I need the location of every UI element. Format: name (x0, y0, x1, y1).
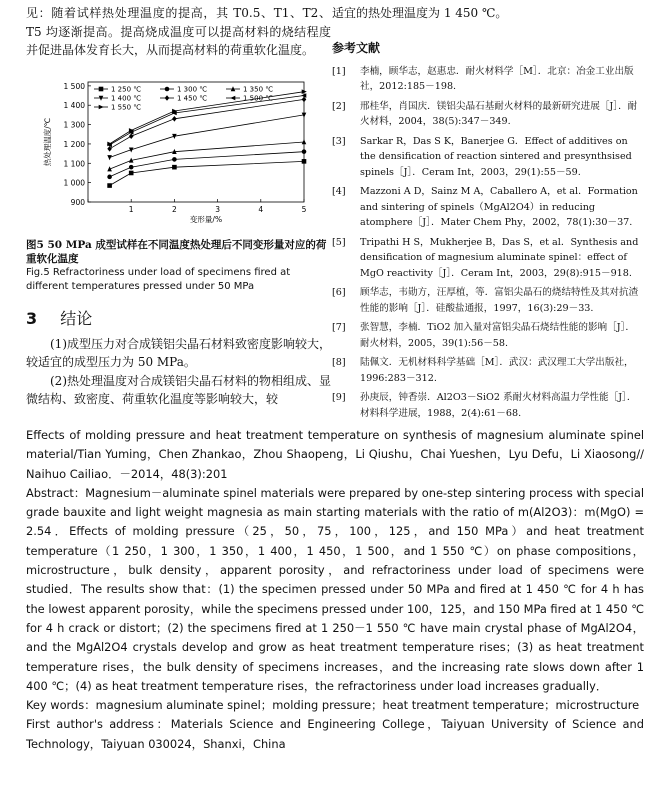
legend-label: 1 250 ℃ (111, 85, 142, 94)
series-line (110, 151, 304, 176)
data-point (302, 159, 307, 164)
reference-item (332, 64, 644, 95)
reference-text: 张智慧，李楠．TiO2 加入量对富铝尖晶石烧结性能的影响［J］．耐火材料，2005，39(1):56－58. (360, 322, 635, 349)
x-axis-label: 变形量/% (189, 214, 223, 224)
reference-text: Tripathi H S，Mukherjee B，Das S，et al．Synthesis and densification of magnesium aluminate spinel：effect of MgO reactivity［J］．Ceram Int，2003，29(8):915－918. (360, 236, 639, 279)
legend-label: 1 450 ℃ (177, 94, 208, 103)
figure-caption-cn: 图5 50 MPa 成型试样在不同温度热处理后不同变形量对应的荷重软化温度 (26, 238, 327, 265)
abstract-body: Abstract：Magnesium－aluminate spinel materials were prepared by one-step sintering process with special grade bauxite and light weight magnesia as main starting materials with the ratio of m(Al2O3)：m(MgO) = 2.54．Effects of molding pressure（25，50，75，100，125，and 150 MPa）and heat treatment temperature（1 250，1 300，1 350，1 400，1 450，1 500，and 1 550 ℃）on phase compositions，microstructure，bulk density，apparent porosity，and refractoriness under load of specimens were studied．The results show that：(1) the specimen pressed under 50 MPa and fired at 1 450 ℃ for 4 h has the lowest apparent porosity，while the specimens pressed under 100，125，and 150 MPa fired at 1 450 ℃ for 4 h crack or distort；(2) the specimens fired at 1 250－1 550 ℃ have main crystal phase of MgAl2O4，and the MgAl2O4 crystals develop and grow as heat treatment temperature rises；(3) as heat treatment temperature rises，the bulk density of specimens increases，and the increasing rate slows down after 1 400 ℃；(4) as heat treatment temperature rises，the refractoriness under load increases gradually． (26, 485, 644, 693)
y-tick-label: 1 500 (63, 81, 85, 91)
data-point (165, 95, 170, 101)
y-tick-label: 1 100 (63, 158, 85, 168)
series-line (110, 114, 304, 157)
reference-item (332, 99, 644, 130)
series-line (110, 142, 304, 169)
x-tick-label: 1 (128, 204, 134, 214)
y-tick-label: 1 200 (63, 139, 85, 149)
reference-item (332, 285, 644, 316)
y-tick-label: 1 000 (63, 178, 85, 188)
section-title: 结论 (60, 308, 93, 328)
reference-index: [7] (332, 322, 346, 333)
legend-label: 1 400 ℃ (111, 94, 142, 103)
data-point (129, 170, 134, 175)
abstract-address: First author's address：Materials Science and Engineering College，Taiyuan University of Science and Technology，Taiyuan 030024，Shanxi，China (26, 717, 644, 751)
reference-item (332, 390, 644, 421)
abstract-keywords: Key words：magnesium aluminate spinel；molding pressure；heat treatment temperature；microstructure (26, 698, 640, 713)
y-tick-label: 900 (70, 197, 85, 207)
figure-caption (26, 238, 331, 294)
legend-label: 1 550 ℃ (111, 103, 142, 112)
data-point (230, 95, 235, 100)
data-point (165, 86, 170, 91)
reference-item (332, 235, 644, 282)
reference-text: 李楠，顾华志，赵惠忠．耐火材料学［M］．北京：冶金工业出版社，2012:185－198. (360, 65, 634, 92)
abstract-citation: Effects of molding pressure and heat treatment temperature on synthesis of magnesium aluminate spinel material/Tian Yuming，Chen Zhankao，Zhou Shaopeng，Li Qiushu，Chai Yueshen，Lyu Defu，Li Xiaosong// Naihuo Cailiao．－2014，48(3):201 (26, 428, 644, 481)
data-point (99, 104, 104, 109)
data-point (302, 149, 307, 154)
reference-text: 孙庚辰，钟香崇．Al2O3－SiO2 系耐火材料高温力学性能［J］．材料科学进展，1988，2(4):61－68. (360, 392, 637, 419)
reference-index: [8] (332, 357, 346, 368)
y-axis-label: 热处理温度/℃ (43, 117, 52, 166)
data-point (107, 155, 112, 160)
right-column (332, 4, 644, 425)
references-list (332, 64, 644, 422)
right-intro-paragraph: 适宜的热处理温度为 1 450 ℃。 (332, 6, 508, 20)
legend-label: 1 300 ℃ (177, 85, 208, 94)
reference-text: 陆佩文．无机材料科学基础［M］．武汉：武汉理工大学出版社，1996:283－312. (360, 357, 634, 384)
data-point (107, 183, 112, 188)
reference-text: 顾华志，韦勋方，汪厚植，等．富铝尖晶石的烧结特性及其对抗渣性能的影响［J］．硅酸盐通报，1997，16(3):29－33. (360, 287, 639, 314)
intro-paragraph: 见：随着试样热处理温度的提高，其 T0.5、T1、T2、T5 均逐渐提高。提高烧成温度可以提高材料的烧结程度并促进晶体发育长大，从而提高材料的荷重软化温度。 (26, 6, 331, 57)
series-line (110, 161, 304, 185)
x-tick-label: 3 (215, 204, 220, 214)
reference-item (332, 184, 644, 231)
line-chart (26, 66, 326, 234)
figure-caption-en: Fig.5 Refractoriness under load of specimens fired at different temperatures pressed under 50 MPa (26, 266, 291, 292)
reference-item (332, 320, 644, 351)
section-number: 3 (26, 308, 38, 328)
x-tick-label: 5 (301, 204, 307, 214)
data-point (99, 86, 104, 91)
reference-item (332, 355, 644, 386)
conclusion-paragraph-1: (1)成型压力对合成镁铝尖晶石材料致密度影响较大，较适宜的成型压力为 50 MPa。 (26, 336, 332, 369)
section-heading (26, 306, 331, 329)
data-point (172, 157, 177, 162)
reference-index: [2] (332, 100, 346, 112)
reference-text: Sarkar R，Das S K，Banerjee G．Effect of additives on the densification of reaction sintered and presynthsised spinels［J］．Ceram Int，2003，29(1):55－59. (360, 135, 632, 178)
reference-text: 邢桂华，肖国庆．镁铝尖晶石基耐火材料的最新研究进展［J］．耐火材料，2004，38(5):347－349. (360, 100, 638, 127)
figure-5 (26, 66, 331, 234)
conclusion-paragraph-2: (2)热处理温度对合成镁铝尖晶石材料的物相组成、显微结构、致密度、荷重软化温度等影响较大，较 (26, 373, 332, 406)
x-tick-label: 2 (172, 204, 177, 214)
legend-label: 1 350 ℃ (243, 85, 274, 94)
data-point (129, 164, 134, 169)
legend-label: 1 500 ℃ (243, 94, 274, 103)
reference-index: [5] (332, 236, 346, 248)
data-point (107, 174, 112, 179)
english-abstract (26, 426, 644, 754)
y-tick-label: 1 300 (63, 120, 85, 130)
reference-index: [1] (332, 65, 346, 77)
reference-index: [3] (332, 135, 346, 147)
reference-index: [9] (332, 392, 346, 403)
x-tick-label: 4 (258, 204, 264, 214)
references-heading: 参考文献 (332, 40, 381, 55)
reference-text: Mazzoni A D，Sainz M A，Caballero A，et al．Formation and sintering of spinels（MgAl2O4）in reducing atomphere［J］．Mater Chem Phy，2002，78(1):30－37. (360, 186, 638, 228)
data-point (172, 164, 177, 169)
left-column (26, 4, 331, 409)
reference-item (332, 134, 644, 181)
y-tick-label: 1 400 (63, 100, 85, 110)
reference-index: [4] (332, 186, 346, 197)
data-point (172, 115, 177, 121)
reference-index: [6] (332, 287, 346, 298)
